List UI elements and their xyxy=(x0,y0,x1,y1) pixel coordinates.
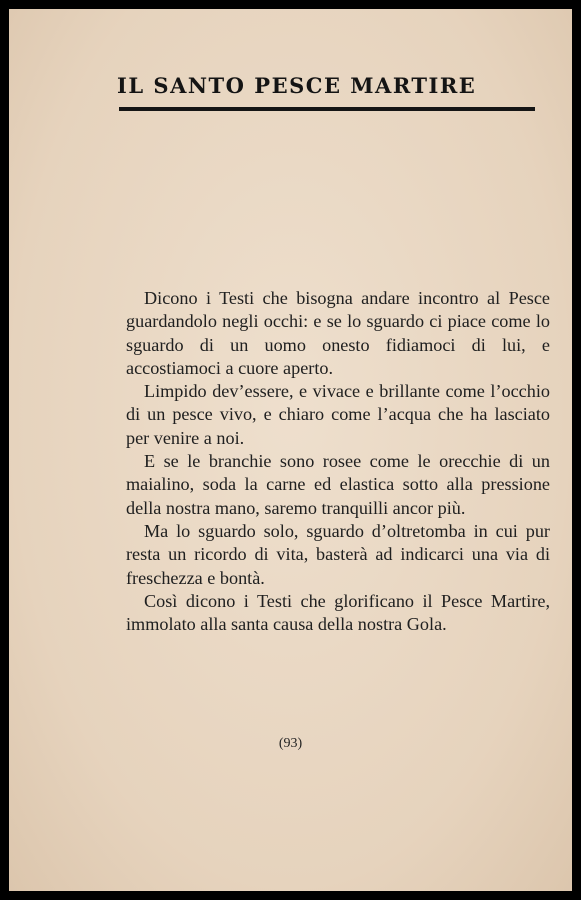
page-title: IL SANTO PESCE MARTIRE xyxy=(117,73,477,98)
page-number: (93) xyxy=(278,736,303,751)
book-page xyxy=(9,9,572,891)
paragraph: Limpido dev’essere, e vivace e brillante come l’occhio di un pesce vivo, e chiaro come l’acqua che ha lasciato per venire a noi. xyxy=(126,381,550,448)
paragraph: E se le branchie sono rosee come le orecchie di un maialino, soda la carne ed elastica sotto alla pressione della nostra mano, saremo tranquilli ancor più. xyxy=(126,451,550,518)
title-rule xyxy=(119,107,535,111)
paragraph: Ma lo sguardo solo, sguardo d’oltretomba in cui pur resta un ricordo di vita, basterà ad indicarci una via di freschezza e bontà. xyxy=(126,520,550,588)
paragraph: Così dicono i Testi che glorificano il Pesce Martire, immolato alla santa causa della nostra Gola. xyxy=(126,590,550,635)
body-text xyxy=(126,287,550,636)
paragraph: Dicono i Testi che bisogna andare incontro al Pesce guardandolo negli occhi: e se lo sguardo ci piace come lo sguardo di un uomo onesto fidiamoci di lui, e accostiamoci a cuore aperto. xyxy=(126,288,550,378)
